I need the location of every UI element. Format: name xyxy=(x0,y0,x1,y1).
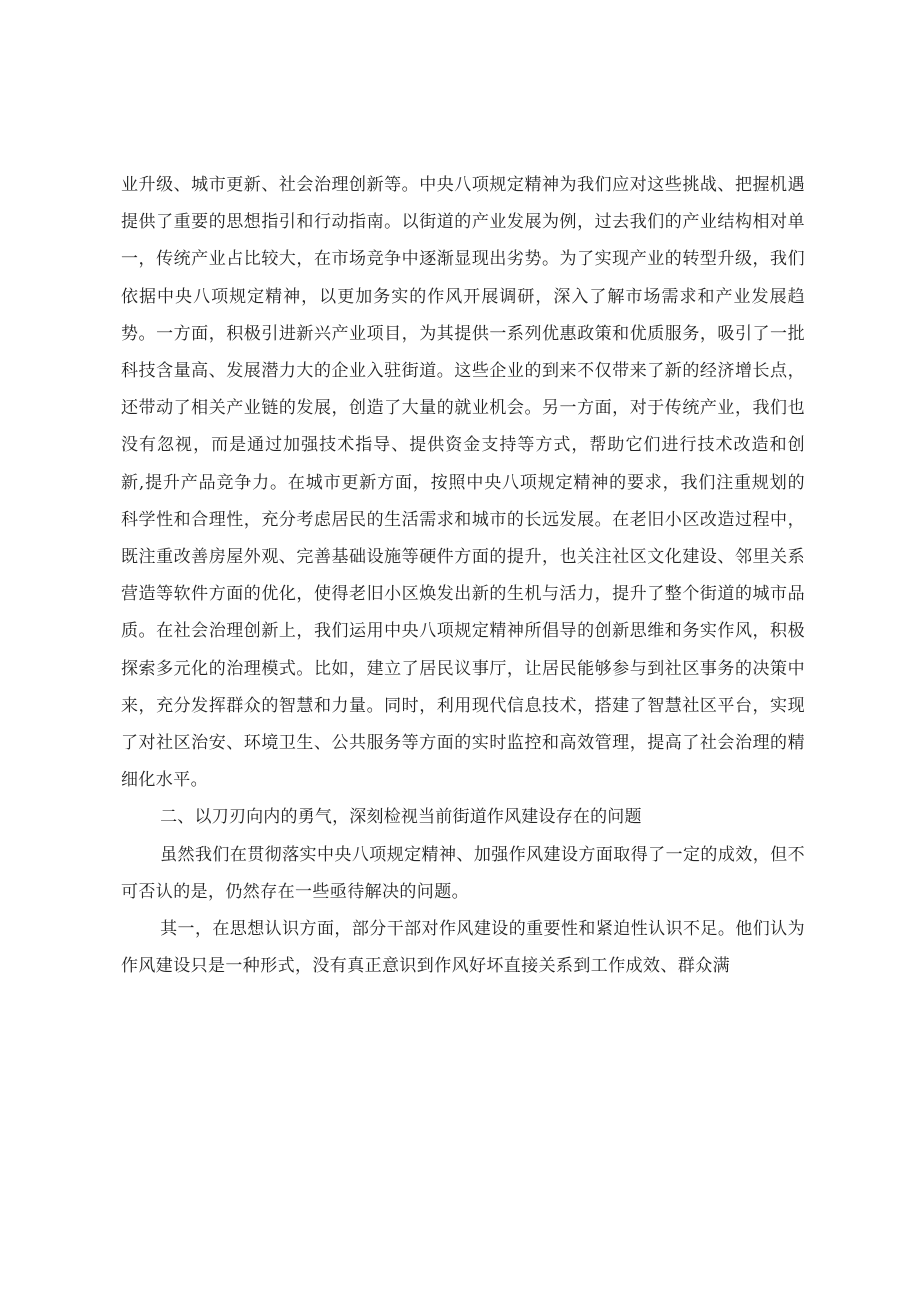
body-paragraph-first-point: 其一，在思想认识方面，部分干部对作风建设的重要性和紧迫性认识不足。他们认为作风建设只是一种形式，没有真正意识到作风好坏直接关系到工作成效、群众满 xyxy=(121,919,805,977)
body-paragraph-intro: 虽然我们在贯彻落实中央八项规定精神、加强作风建设方面取得了一定的成效，但不可否认的是，仍然存在一些亟待解决的问题。 xyxy=(121,844,805,902)
body-paragraph-continuation: 业升级、城市更新、社会治理创新等。中央八项规定精神为我们应对这些挑战、把握机遇提供了重要的思想指引和行动指南。以街道的产业发展为例，过去我们的产业结构相对单一，传统产业占比较大，在市场竞争中逐渐显现出劣势。为了实现产业的转型升级，我们依据中央八项规定精神，以更加务实的作风开展调研，深入了解市场需求和产业发展趋势。一方面，积极引进新兴产业项目，为其提供一系列优惠政策和优质服务，吸引了一批科技含量高、发展潜力大的企业入驻街道。这些企业的到来不仅带来了新的经济增长点，还带动了相关产业链的发展，创造了大量的就业机会。另一方面，对于传统产业，我们也没有忽视，而是通过加强技术指导、提供资金支持等方式，帮助它们进行技术改造和创新,提升产品竞争力。在城市更新方面，按照中央八项规定精神的要求，我们注重规划的科学性和合理性，充分考虑居民的生活需求和城市的长远发展。在老旧小区改造过程中，既注重改善房屋外观、完善基础设施等硬件方面的提升，也关注社区文化建设、邻里关系营造等软件方面的优化，使得老旧小区焕发出新的生机与活力，提升了整个街道的城市品质。在社会治理创新上，我们运用中央八项规定精神所倡导的创新思维和务实作风，积极探索多元化的治理模式。比如，建立了居民议事厅，让居民能够参与到社区事务的决策中来，充分发挥群众的智慧和力量。同时，利用现代信息技术，搭建了智慧社区平台，实现了对社区治安、环境卫生、公共服务等方面的实时监控和高效管理，提高了社会治理的精细化水平。 xyxy=(121,175,805,791)
section-heading: 二、以刀刃向内的勇气，深刻检视当前街道作风建设存在的问题 xyxy=(160,807,642,828)
document-body xyxy=(121,167,805,985)
